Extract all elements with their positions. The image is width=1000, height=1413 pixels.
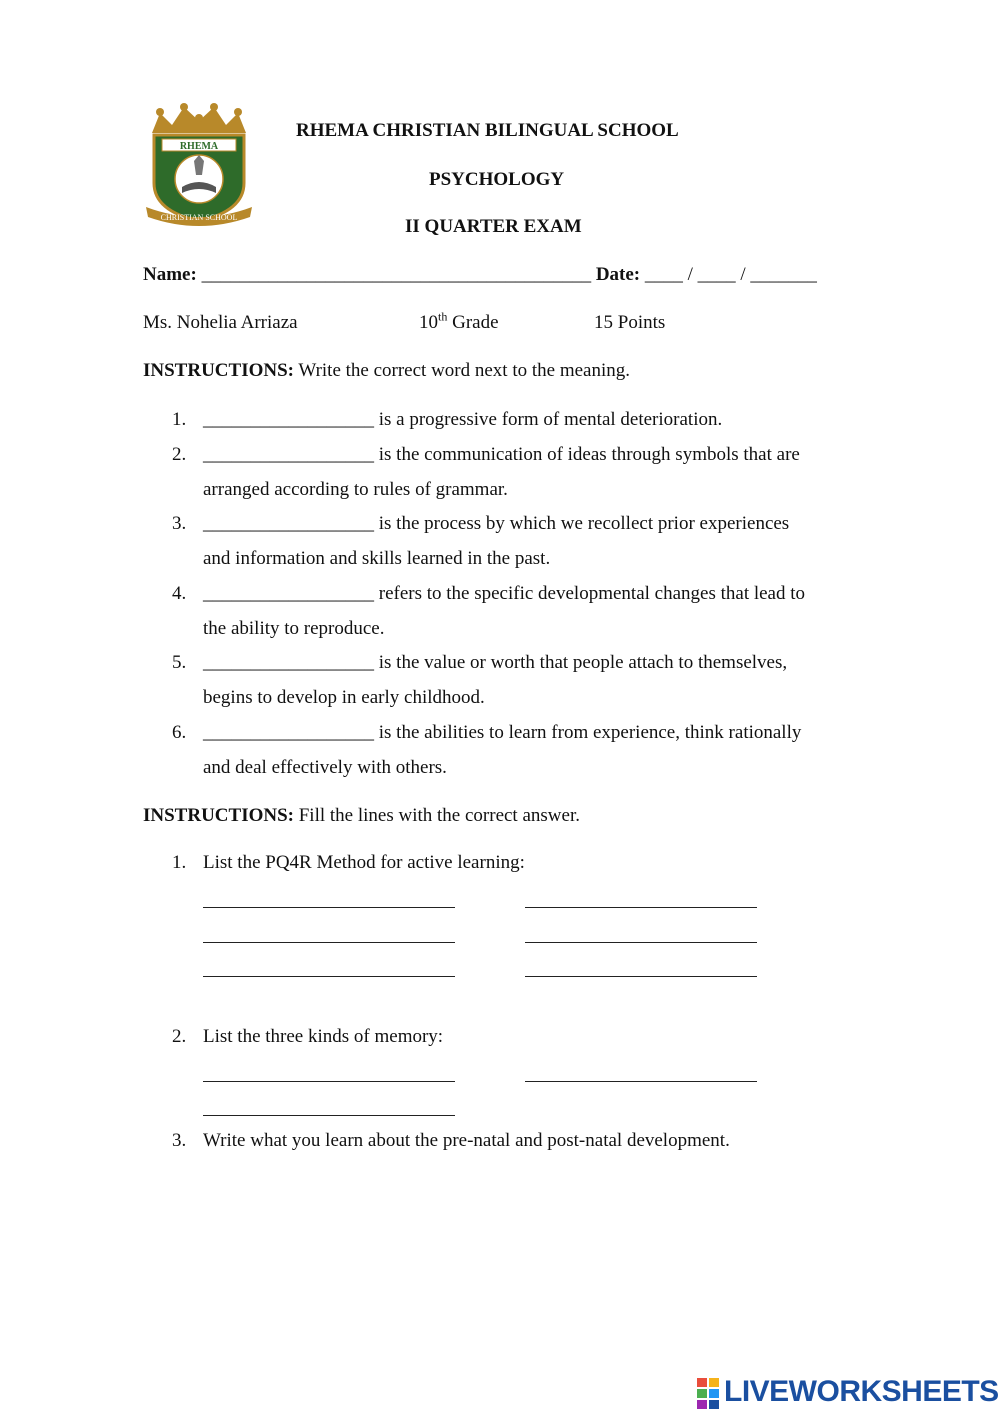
section1-instructions-text: Write the correct word next to the meaning. <box>293 360 631 381</box>
grade-level <box>419 309 499 334</box>
item-line1 <box>203 444 800 466</box>
answer-line[interactable] <box>525 942 757 943</box>
definition-text: is the value or worth that people attach to themselves, <box>374 652 788 673</box>
definition-text-continued: begins to develop in early childhood. <box>203 687 485 708</box>
definition-text: is the abilities to learn from experience, think rationally <box>374 722 802 743</box>
definition-text: is a progressive form of mental deterioration. <box>374 409 723 430</box>
answer-blank[interactable]: __________________ <box>203 444 374 465</box>
item-number: 5. <box>172 652 187 673</box>
q2-text: List the three kinds of memory: <box>203 1026 444 1047</box>
answer-line[interactable] <box>525 907 757 908</box>
answer-line[interactable] <box>203 1115 455 1116</box>
answer-blank[interactable]: __________________ <box>203 652 374 673</box>
definition-text: is the communication of ideas through symbols that are <box>374 444 800 465</box>
name-date-row <box>143 264 817 286</box>
answer-line[interactable] <box>525 1081 757 1082</box>
item-number: 1. <box>172 409 187 430</box>
q3-text: Write what you learn about the pre-natal and post-natal development. <box>203 1130 730 1151</box>
grade-word: Grade <box>447 312 499 333</box>
svg-text:CHRISTIAN SCHOOL: CHRISTIAN SCHOOL <box>160 213 238 222</box>
answer-blank[interactable]: __________________ <box>203 722 374 743</box>
liveworksheets-brand: LIVEWORKSHEETS <box>724 1375 999 1408</box>
item-line1 <box>203 583 805 605</box>
definition-text: is the process by which we recollect prior experiences <box>374 513 790 534</box>
definition-text: refers to the specific developmental changes that lead to <box>374 583 806 604</box>
svg-text:RHEMA: RHEMA <box>179 141 219 152</box>
exam-title: II QUARTER EXAM <box>405 216 582 237</box>
answer-blank[interactable]: __________________ <box>203 583 374 604</box>
liveworksheets-logo-icon <box>697 1376 721 1410</box>
item-line1 <box>203 409 722 431</box>
answer-blank[interactable]: __________________ <box>203 513 374 534</box>
name-label: Name: <box>143 264 197 285</box>
total-points: 15 Points <box>594 312 666 333</box>
section1-instructions <box>143 360 630 382</box>
answer-line[interactable] <box>203 907 455 908</box>
answer-line[interactable] <box>203 1081 455 1082</box>
definition-text-continued: arranged according to rules of grammar. <box>203 479 508 500</box>
section2-instructions <box>143 805 580 827</box>
item-number: 4. <box>172 583 187 604</box>
q1-text: List the PQ4R Method for active learning: <box>203 852 525 873</box>
school-name: RHEMA CHRISTIAN BILINGUAL SCHOOL <box>296 120 679 141</box>
item-line1 <box>203 513 789 535</box>
q2-number: 2. <box>172 1026 187 1047</box>
grade-number: 10 <box>419 312 438 333</box>
item-line1 <box>203 722 801 744</box>
answer-line[interactable] <box>203 976 455 977</box>
date-field[interactable]: ____ / ____ / _______ <box>644 264 817 285</box>
date-label: Date: <box>595 264 641 285</box>
definition-text-continued: and information and skills learned in the past. <box>203 548 551 569</box>
item-number: 2. <box>172 444 187 465</box>
school-crest-logo <box>142 103 256 227</box>
subject-title: PSYCHOLOGY <box>429 169 565 190</box>
item-line1 <box>203 652 787 674</box>
q1-number: 1. <box>172 852 187 873</box>
q3-number: 3. <box>172 1130 187 1151</box>
definition-text-continued: and deal effectively with others. <box>203 757 447 778</box>
grade-suffix: th <box>438 309 448 324</box>
section1-instructions-label: INSTRUCTIONS: <box>143 360 294 381</box>
item-number: 6. <box>172 722 187 743</box>
answer-blank[interactable]: __________________ <box>203 409 374 430</box>
item-number: 3. <box>172 513 187 534</box>
definition-text-continued: the ability to reproduce. <box>203 618 385 639</box>
section2-instructions-text: Fill the lines with the correct answer. <box>293 805 580 826</box>
name-field[interactable]: _________________________________________ <box>201 264 592 285</box>
teacher-name: Ms. Nohelia Arriaza <box>143 312 298 333</box>
section2-instructions-label: INSTRUCTIONS: <box>143 805 294 826</box>
answer-line[interactable] <box>525 976 757 977</box>
answer-line[interactable] <box>203 942 455 943</box>
